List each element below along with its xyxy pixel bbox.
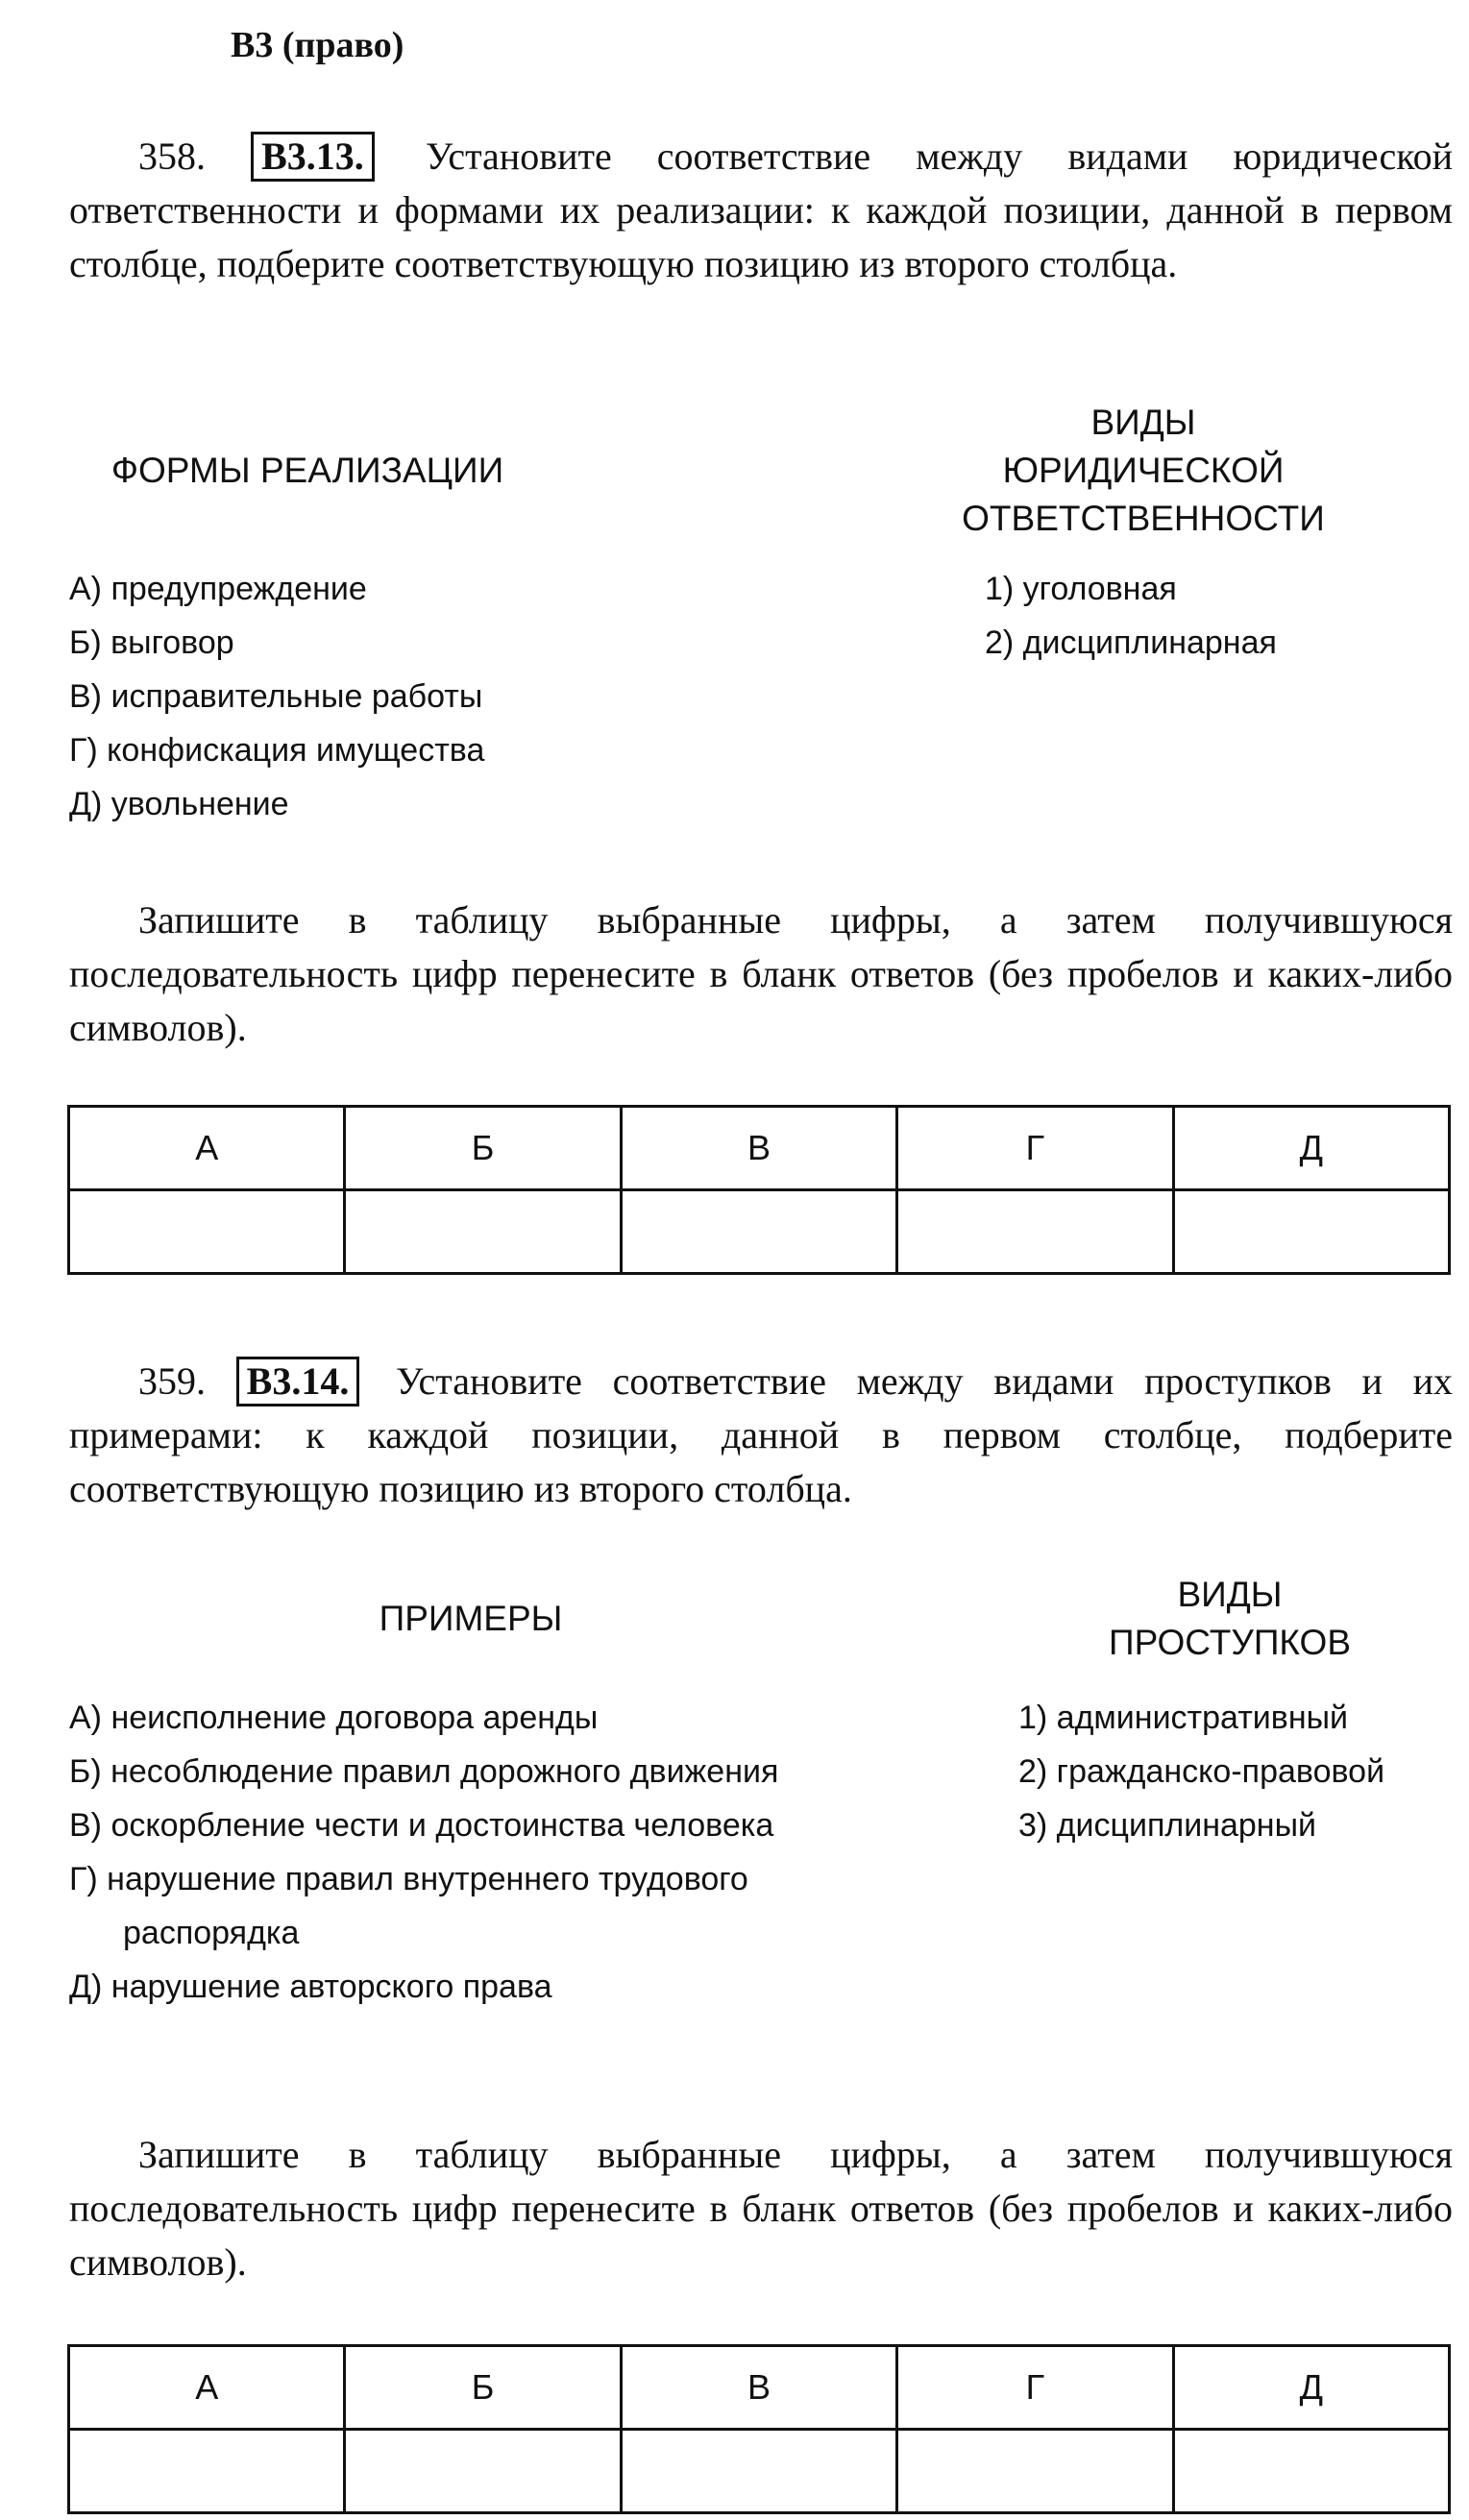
list-item: 1) административный xyxy=(1018,1700,1349,1736)
table-header-d: Д xyxy=(1173,1107,1449,1190)
answer-cell-b[interactable] xyxy=(345,2430,621,2513)
list-item: Г) конфискация имущества xyxy=(69,732,485,769)
answer-cell-g[interactable] xyxy=(897,2430,1173,2513)
table-header-a: А xyxy=(69,2346,345,2430)
right-column-header: ВИДЫ ЮРИДИЧЕСКОЙ ОТВЕТСТВЕННОСТИ xyxy=(962,403,1325,538)
task-number: 359. xyxy=(138,1359,206,1403)
answer-cell-a[interactable] xyxy=(69,2430,345,2513)
right-column-header: ВИДЫ ПРОСТУПКОВ xyxy=(1108,1575,1352,1662)
answer-cell-v[interactable] xyxy=(621,1190,896,1274)
task-359-statement xyxy=(69,1355,1453,1516)
task-358-instruction: Запишите в таблицу выбранные цифры, а затем получившуюся последовательность цифр перенесите в бланк ответов (без пробелов и каких-либо символов). xyxy=(69,898,1453,1049)
table-header-a: А xyxy=(69,1107,345,1190)
table-header-v: В xyxy=(621,2346,896,2430)
list-item: Г) нарушение правил внутреннего трудового распорядка xyxy=(69,1861,748,1951)
task-number: 358. xyxy=(138,135,206,178)
list-item: 2) дисциплинарная xyxy=(985,624,1277,661)
list-item: В) исправительные работы xyxy=(69,678,483,715)
task-text: Установите соответствие между видами юридической ответственности и формами их реализации: к каждой позиции, данной в первом столбце, подберите соответствующую позицию из второго столбца. xyxy=(69,135,1453,285)
list-item: Б) выговор xyxy=(69,624,234,661)
list-item: Б) несоблюдение правил дорожного движения xyxy=(69,1753,779,1790)
offense-types-list xyxy=(1018,1691,1460,1852)
list-item: А) предупреждение xyxy=(69,571,367,607)
answer-table-359 xyxy=(67,2344,1451,2514)
table-header-b: Б xyxy=(345,1107,621,1190)
examples-list xyxy=(69,1691,867,2014)
answer-cell-d[interactable] xyxy=(1173,1190,1449,1274)
responsibility-list xyxy=(985,562,1446,670)
task-359-instruction: Запишите в таблицу выбранные цифры, а затем получившуюся последовательность цифр перенесите в бланк ответов (без пробелов и каких-либо символов). xyxy=(69,2133,1453,2284)
left-column-header: ПРИМЕРЫ xyxy=(379,1599,563,1638)
table-header-g: Г xyxy=(897,1107,1173,1190)
table-header-d: Д xyxy=(1173,2346,1449,2430)
left-column-header: ФОРМЫ РЕАЛИЗАЦИИ xyxy=(110,451,504,490)
table-header-g: Г xyxy=(897,2346,1173,2430)
forms-list xyxy=(69,562,761,831)
task-id-box: В3.14. xyxy=(236,1357,360,1407)
list-item: 2) гражданско-правовой xyxy=(1018,1753,1385,1790)
list-item: 1) уголовная xyxy=(985,571,1177,607)
answer-cell-d[interactable] xyxy=(1173,2430,1449,2513)
table-header-v: В xyxy=(621,1107,896,1190)
list-item: Д) нарушение авторского права xyxy=(69,1969,552,2005)
list-item: Д) увольнение xyxy=(69,786,289,822)
list-item: А) неисполнение договора аренды xyxy=(69,1700,599,1736)
answer-cell-a[interactable] xyxy=(69,1190,345,1274)
answer-cell-g[interactable] xyxy=(897,1190,1173,1274)
task-id-box: В3.13. xyxy=(251,132,375,182)
list-item: 3) дисциплинарный xyxy=(1018,1807,1317,1844)
list-item: В) оскорбление чести и достоинства человека xyxy=(69,1807,774,1844)
answer-table-358 xyxy=(67,1105,1451,1275)
task-text: Установите соответствие между видами проступков и их примерами: к каждой позиции, данной в первом столбце, подберите соответствующую позицию из второго столбца. xyxy=(69,1359,1454,1510)
answer-cell-b[interactable] xyxy=(345,1190,621,1274)
answer-cell-v[interactable] xyxy=(621,2430,896,2513)
section-title: В3 (право) xyxy=(231,25,404,65)
table-header-b: Б xyxy=(345,2346,621,2430)
task-358-statement xyxy=(69,130,1453,291)
